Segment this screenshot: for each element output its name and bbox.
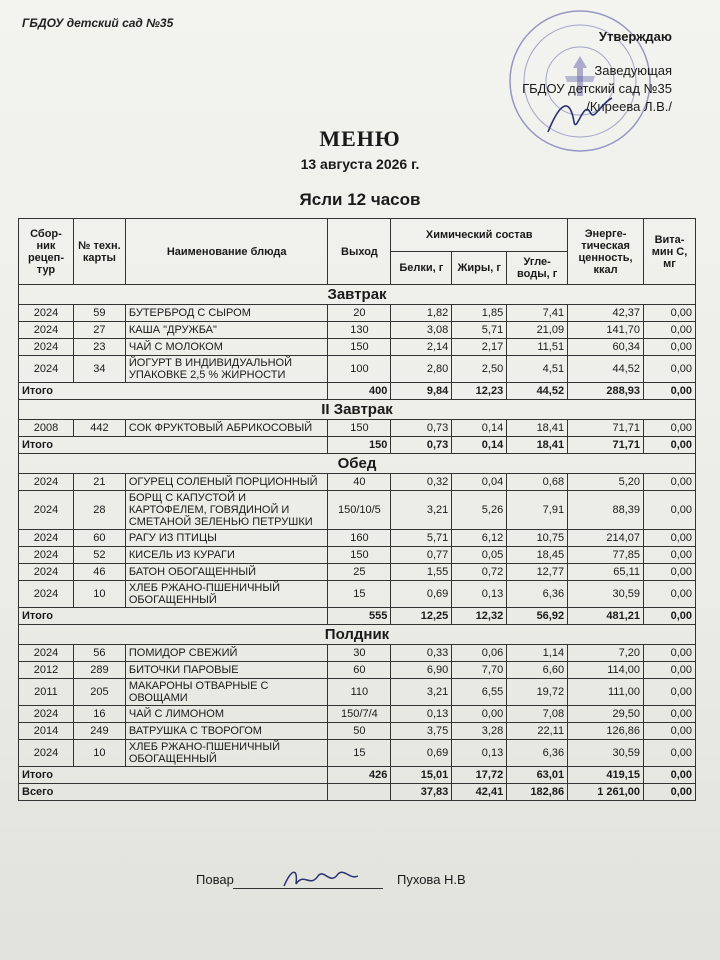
table-cell: 0,00 xyxy=(644,723,696,740)
table-cell: 0,68 xyxy=(507,474,568,491)
table-cell: 0,00 xyxy=(644,679,696,706)
section-title: Полдник xyxy=(19,625,696,645)
table-cell: 7,41 xyxy=(507,305,568,322)
col-energy: Энерге-тическая ценность, ккал xyxy=(568,219,644,285)
table-cell: 60 xyxy=(328,662,391,679)
section-total-row xyxy=(19,383,696,400)
table-cell: 2024 xyxy=(19,491,74,530)
table-cell: 110 xyxy=(328,679,391,706)
table-cell: 6,36 xyxy=(507,581,568,608)
table-cell: 442 xyxy=(73,420,125,437)
table-row xyxy=(19,305,696,322)
table-cell: 1,82 xyxy=(391,305,452,322)
table-cell: 0,00 xyxy=(644,491,696,530)
table-cell: 0,00 xyxy=(644,356,696,383)
table-cell: МАКАРОНЫ ОТВАРНЫЕ С ОВОЩАМИ xyxy=(125,679,328,706)
table-cell: 65,11 xyxy=(568,564,644,581)
table-cell: 52 xyxy=(73,547,125,564)
table-cell: 23 xyxy=(73,339,125,356)
col-dish: Наименование блюда xyxy=(125,219,328,285)
table-cell: 100 xyxy=(328,356,391,383)
table-cell: 150 xyxy=(328,339,391,356)
table-cell: 0,00 xyxy=(644,305,696,322)
table-cell: 18,45 xyxy=(507,547,568,564)
table-cell: 40 xyxy=(328,474,391,491)
total-cell: 0,00 xyxy=(644,608,696,625)
table-cell: 150/10/5 xyxy=(328,491,391,530)
table-cell: 114,00 xyxy=(568,662,644,679)
section-title: Завтрак xyxy=(19,285,696,305)
section-total-row xyxy=(19,437,696,454)
table-row xyxy=(19,474,696,491)
total-cell: 9,84 xyxy=(391,383,452,400)
table-cell: 126,86 xyxy=(568,723,644,740)
table-cell: 25 xyxy=(328,564,391,581)
table-cell: 111,00 xyxy=(568,679,644,706)
table-cell: 2,80 xyxy=(391,356,452,383)
table-cell: 19,72 xyxy=(507,679,568,706)
section-header xyxy=(19,400,696,420)
table-cell: 0,00 xyxy=(644,420,696,437)
table-cell: 10,75 xyxy=(507,530,568,547)
total-cell: 56,92 xyxy=(507,608,568,625)
table-cell: 1,14 xyxy=(507,645,568,662)
cook-name: Пухова Н.В xyxy=(397,872,466,887)
table-row xyxy=(19,491,696,530)
grand-total-row xyxy=(19,784,696,801)
table-cell: БАТОН ОБОГАЩЕННЫЙ xyxy=(125,564,328,581)
total-cell: 15,01 xyxy=(391,767,452,784)
total-label: Итого xyxy=(19,437,328,454)
total-cell: 12,25 xyxy=(391,608,452,625)
table-cell: 2024 xyxy=(19,581,74,608)
table-cell: ХЛЕБ РЖАНО-ПШЕНИЧНЫЙ ОБОГАЩЕННЫЙ xyxy=(125,581,328,608)
table-row xyxy=(19,564,696,581)
table-cell: 0,73 xyxy=(391,420,452,437)
table-cell: ЧАЙ С ЛИМОНОМ xyxy=(125,706,328,723)
section-title: Обед xyxy=(19,454,696,474)
table-row xyxy=(19,723,696,740)
table-cell: 130 xyxy=(328,322,391,339)
table-cell: ЙОГУРТ В ИНДИВИДУАЛЬНОЙ УПАКОВКЕ 2,5 % ЖИРНОСТИ xyxy=(125,356,328,383)
table-cell: 249 xyxy=(73,723,125,740)
grand-total-label: Всего xyxy=(19,784,328,801)
table-cell: 5,71 xyxy=(452,322,507,339)
table-cell: 6,60 xyxy=(507,662,568,679)
section-total-row xyxy=(19,767,696,784)
total-cell: 0,00 xyxy=(644,767,696,784)
table-cell: 22,11 xyxy=(507,723,568,740)
table-cell: 3,21 xyxy=(391,679,452,706)
table-cell: 2024 xyxy=(19,530,74,547)
org-name: ГБДОУ детский сад №35 xyxy=(22,16,174,30)
table-cell: РАГУ ИЗ ПТИЦЫ xyxy=(125,530,328,547)
table-row xyxy=(19,645,696,662)
table-cell: 42,37 xyxy=(568,305,644,322)
total-cell: 419,15 xyxy=(568,767,644,784)
table-cell: 2024 xyxy=(19,547,74,564)
menu-body xyxy=(19,285,696,801)
table-cell: 7,20 xyxy=(568,645,644,662)
table-cell: 2011 xyxy=(19,679,74,706)
total-cell: 481,21 xyxy=(568,608,644,625)
total-cell: 555 xyxy=(328,608,391,625)
total-cell: 0,00 xyxy=(644,437,696,454)
table-cell: БОРЩ С КАПУСТОЙ И КАРТОФЕЛЕМ, ГОВЯДИНОЙ И СМЕТАНОЙ ЗЕЛЕНЬЮ ПЕТРУШКИ xyxy=(125,491,328,530)
table-row xyxy=(19,322,696,339)
grand-total-cell xyxy=(328,784,391,801)
table-cell: 60 xyxy=(73,530,125,547)
table-cell: 150 xyxy=(328,547,391,564)
table-cell: 0,00 xyxy=(644,645,696,662)
approver-org: ГБДОУ детский сад №35 xyxy=(522,81,672,96)
table-cell: 2,17 xyxy=(452,339,507,356)
table-cell: ХЛЕБ РЖАНО-ПШЕНИЧНЫЙ ОБОГАЩЕННЫЙ xyxy=(125,740,328,767)
table-cell: 4,51 xyxy=(507,356,568,383)
approver-position: Заведующая xyxy=(594,63,672,78)
menu-date: 13 августа 2026 г. xyxy=(300,156,420,172)
table-cell: 18,41 xyxy=(507,420,568,437)
section-header xyxy=(19,454,696,474)
table-cell: 28 xyxy=(73,491,125,530)
total-cell: 0,00 xyxy=(644,383,696,400)
table-cell: 0,72 xyxy=(452,564,507,581)
table-row xyxy=(19,740,696,767)
table-cell: ПОМИДОР СВЕЖИЙ xyxy=(125,645,328,662)
group-name: Ясли 12 часов xyxy=(299,190,421,209)
table-cell: 0,77 xyxy=(391,547,452,564)
table-cell: 3,21 xyxy=(391,491,452,530)
table-row xyxy=(19,662,696,679)
table-cell: 0,14 xyxy=(452,420,507,437)
table-cell: 2024 xyxy=(19,564,74,581)
table-cell: 34 xyxy=(73,356,125,383)
table-cell: 289 xyxy=(73,662,125,679)
table-cell: 150/7/4 xyxy=(328,706,391,723)
section-header xyxy=(19,625,696,645)
col-chem: Химический состав xyxy=(391,219,568,252)
col-protein: Белки, г xyxy=(391,252,452,285)
total-label: Итого xyxy=(19,608,328,625)
table-cell: 6,55 xyxy=(452,679,507,706)
table-row xyxy=(19,706,696,723)
total-cell: 0,14 xyxy=(452,437,507,454)
col-collection: Сбор-ник рецеп-тур xyxy=(19,219,74,285)
table-cell: 0,05 xyxy=(452,547,507,564)
table-cell: 150 xyxy=(328,420,391,437)
table-cell: 21,09 xyxy=(507,322,568,339)
table-cell: 0,13 xyxy=(452,740,507,767)
table-cell: 7,70 xyxy=(452,662,507,679)
table-cell: 0,00 xyxy=(644,322,696,339)
table-row xyxy=(19,420,696,437)
table-cell: БИТОЧКИ ПАРОВЫЕ xyxy=(125,662,328,679)
approver-name: /Киреева Л.В./ xyxy=(586,99,672,114)
grand-total-cell: 37,83 xyxy=(391,784,452,801)
table-cell: 2024 xyxy=(19,356,74,383)
table-cell: 0,00 xyxy=(644,581,696,608)
table-cell: ОГУРЕЦ СОЛЕНЫЙ ПОРЦИОННЫЙ xyxy=(125,474,328,491)
table-row xyxy=(19,679,696,706)
col-fat: Жиры, г xyxy=(452,252,507,285)
col-output: Выход xyxy=(328,219,391,285)
table-cell: 15 xyxy=(328,581,391,608)
table-cell: 29,50 xyxy=(568,706,644,723)
col-tech: № техн. карты xyxy=(73,219,125,285)
table-cell: 5,20 xyxy=(568,474,644,491)
total-cell: 12,32 xyxy=(452,608,507,625)
total-cell: 63,01 xyxy=(507,767,568,784)
section-total-row xyxy=(19,608,696,625)
table-cell: 160 xyxy=(328,530,391,547)
table-cell: 0,04 xyxy=(452,474,507,491)
total-cell: 426 xyxy=(328,767,391,784)
table-cell: 2024 xyxy=(19,474,74,491)
table-cell: 1,55 xyxy=(391,564,452,581)
table-cell: 7,08 xyxy=(507,706,568,723)
table-cell: ВАТРУШКА С ТВОРОГОМ xyxy=(125,723,328,740)
table-cell: 88,39 xyxy=(568,491,644,530)
table-cell: СОК ФРУКТОВЫЙ АБРИКОСОВЫЙ xyxy=(125,420,328,437)
grand-total-cell: 182,86 xyxy=(507,784,568,801)
table-cell: 0,00 xyxy=(644,530,696,547)
table-cell: 15 xyxy=(328,740,391,767)
total-cell: 400 xyxy=(328,383,391,400)
table-cell: 0,00 xyxy=(644,706,696,723)
table-cell: 0,69 xyxy=(391,581,452,608)
table-cell: 77,85 xyxy=(568,547,644,564)
table-cell: 0,00 xyxy=(644,564,696,581)
table-cell: 10 xyxy=(73,581,125,608)
table-cell: 2014 xyxy=(19,723,74,740)
table-cell: 56 xyxy=(73,645,125,662)
table-cell: 5,26 xyxy=(452,491,507,530)
table-cell: ЧАЙ С МОЛОКОМ xyxy=(125,339,328,356)
table-cell: 214,07 xyxy=(568,530,644,547)
table-cell: 50 xyxy=(328,723,391,740)
table-cell: 3,28 xyxy=(452,723,507,740)
table-cell: 0,00 xyxy=(452,706,507,723)
total-label: Итого xyxy=(19,383,328,400)
table-row xyxy=(19,356,696,383)
table-cell: 5,71 xyxy=(391,530,452,547)
table-cell: БУТЕРБРОД С СЫРОМ xyxy=(125,305,328,322)
table-cell: 60,34 xyxy=(568,339,644,356)
table-cell: 27 xyxy=(73,322,125,339)
table-row xyxy=(19,530,696,547)
table-cell: 3,08 xyxy=(391,322,452,339)
total-cell: 150 xyxy=(328,437,391,454)
approve-label: Утверждаю xyxy=(598,29,672,44)
table-row xyxy=(19,581,696,608)
table-cell: 46 xyxy=(73,564,125,581)
table-cell: 30 xyxy=(328,645,391,662)
table-cell: 12,77 xyxy=(507,564,568,581)
menu-table xyxy=(18,218,696,801)
table-cell: 0,13 xyxy=(391,706,452,723)
table-cell: 2,14 xyxy=(391,339,452,356)
table-cell: 6,90 xyxy=(391,662,452,679)
table-cell: КИСЕЛЬ ИЗ КУРАГИ xyxy=(125,547,328,564)
table-cell: 44,52 xyxy=(568,356,644,383)
table-cell: 71,71 xyxy=(568,420,644,437)
table-cell: 205 xyxy=(73,679,125,706)
cook-signature-icon xyxy=(280,864,360,894)
page-title: МЕНЮ xyxy=(319,126,401,151)
table-cell: 30,59 xyxy=(568,581,644,608)
total-cell: 18,41 xyxy=(507,437,568,454)
table-cell: 0,33 xyxy=(391,645,452,662)
table-cell: 2024 xyxy=(19,740,74,767)
section-title: II Завтрак xyxy=(19,400,696,420)
table-cell: 2,50 xyxy=(452,356,507,383)
table-cell: КАША "ДРУЖБА" xyxy=(125,322,328,339)
total-cell: 12,23 xyxy=(452,383,507,400)
total-cell: 0,73 xyxy=(391,437,452,454)
grand-total-cell: 1 261,00 xyxy=(568,784,644,801)
table-cell: 2024 xyxy=(19,339,74,356)
table-cell: 20 xyxy=(328,305,391,322)
table-cell: 0,00 xyxy=(644,474,696,491)
total-cell: 44,52 xyxy=(507,383,568,400)
table-row xyxy=(19,547,696,564)
table-cell: 2024 xyxy=(19,305,74,322)
section-header xyxy=(19,285,696,305)
table-cell: 0,13 xyxy=(452,581,507,608)
grand-total-cell: 42,41 xyxy=(452,784,507,801)
table-cell: 0,32 xyxy=(391,474,452,491)
table-cell: 0,00 xyxy=(644,339,696,356)
table-cell: 6,12 xyxy=(452,530,507,547)
table-cell: 59 xyxy=(73,305,125,322)
table-cell: 0,00 xyxy=(644,662,696,679)
table-cell: 0,69 xyxy=(391,740,452,767)
total-cell: 17,72 xyxy=(452,767,507,784)
table-cell: 2024 xyxy=(19,322,74,339)
table-cell: 6,36 xyxy=(507,740,568,767)
table-cell: 2012 xyxy=(19,662,74,679)
table-cell: 10 xyxy=(73,740,125,767)
table-cell: 16 xyxy=(73,706,125,723)
table-row xyxy=(19,339,696,356)
table-cell: 0,00 xyxy=(644,740,696,767)
col-carb: Угле-воды, г xyxy=(507,252,568,285)
table-cell: 3,75 xyxy=(391,723,452,740)
grand-total-cell: 0,00 xyxy=(644,784,696,801)
total-label: Итого xyxy=(19,767,328,784)
cook-label: Повар xyxy=(196,872,234,887)
table-cell: 1,85 xyxy=(452,305,507,322)
table-cell: 7,91 xyxy=(507,491,568,530)
table-cell: 2024 xyxy=(19,645,74,662)
table-cell: 11,51 xyxy=(507,339,568,356)
table-cell: 30,59 xyxy=(568,740,644,767)
col-vitamin: Вита-мин С, мг xyxy=(644,219,696,285)
table-cell: 2008 xyxy=(19,420,74,437)
total-cell: 288,93 xyxy=(568,383,644,400)
total-cell: 71,71 xyxy=(568,437,644,454)
table-cell: 0,00 xyxy=(644,547,696,564)
table-cell: 0,06 xyxy=(452,645,507,662)
table-cell: 2024 xyxy=(19,706,74,723)
table-cell: 21 xyxy=(73,474,125,491)
table-cell: 141,70 xyxy=(568,322,644,339)
